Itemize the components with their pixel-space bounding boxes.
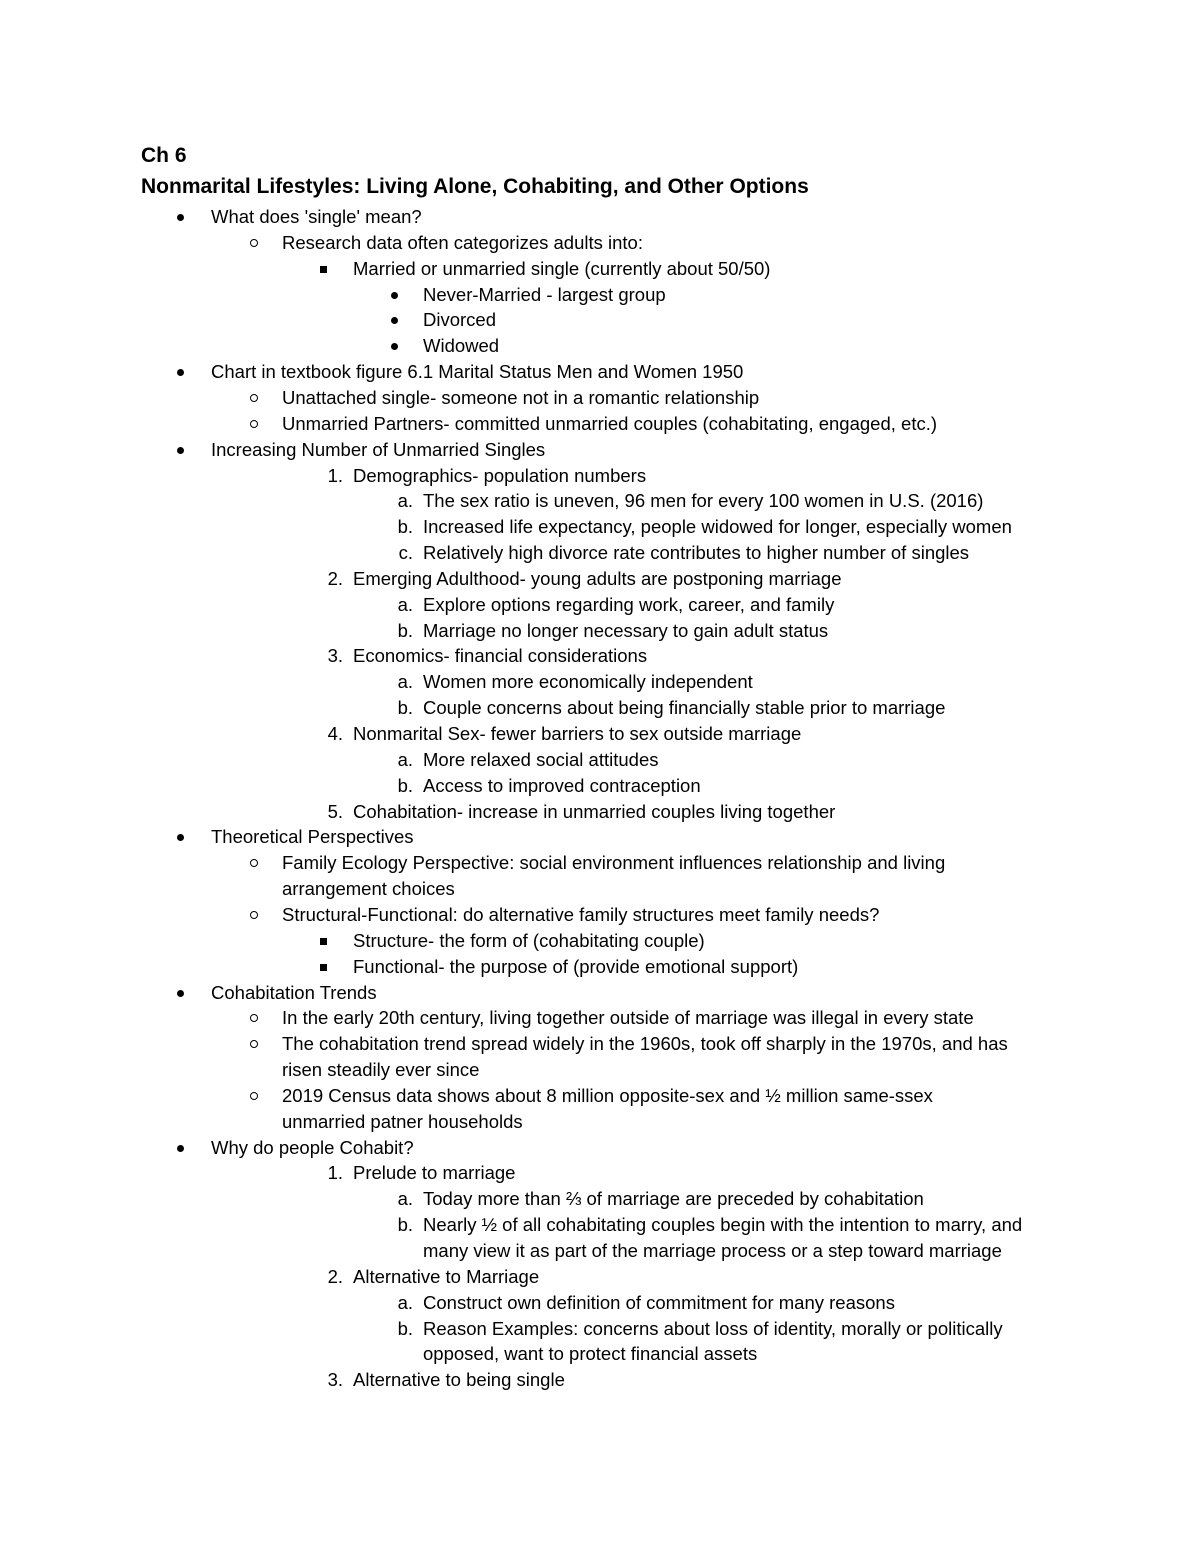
- outline-item-text: Alternative to Marriage: [353, 1265, 540, 1287]
- outline-item-text: Divorced: [423, 309, 496, 331]
- outline-item-text: The sex ratio is uneven, 96 men for every 100 women in U.S. (2016): [423, 490, 984, 512]
- outline-item: [0, 437, 1200, 463]
- chapter-title: Ch 6: [141, 144, 187, 167]
- bullet-icon: [177, 369, 184, 376]
- bullet-icon: [391, 317, 398, 324]
- outline-item: [0, 1367, 1200, 1393]
- outline-item-text: Reason Examples: concerns about loss of identity, morally or politically: [423, 1317, 1003, 1339]
- outline-item-text: Demographics- population numbers: [353, 464, 647, 486]
- hollow-bullet-icon: [250, 1014, 258, 1022]
- outline-item-text: 2019 Census data shows about 8 million opposite-sex and ½ million same-ssex: [282, 1084, 933, 1106]
- outline-item-text: Marriage no longer necessary to gain adult status: [423, 619, 829, 641]
- outline-item-text: risen steadily ever since: [282, 1059, 480, 1081]
- outline-item: [0, 1186, 1200, 1212]
- hollow-bullet-icon: [250, 420, 258, 428]
- outline-item: [0, 669, 1200, 695]
- outline-item-text: many view it as part of the marriage process or a step toward marriage: [423, 1240, 1002, 1261]
- outline-item-text: Widowed: [423, 335, 500, 357]
- outline-item-text: Theoretical Perspectives: [211, 826, 414, 848]
- list-marker: 1.: [327, 464, 343, 486]
- outline-item: [0, 592, 1200, 618]
- bullet-icon: [177, 214, 184, 221]
- outline-item-text: Structural-Functional: do alternative family structures meet family needs?: [282, 903, 880, 925]
- outline-item: [0, 824, 1200, 850]
- list-marker: 4.: [327, 723, 343, 744]
- hollow-bullet-icon: [250, 859, 258, 867]
- outline-item: [0, 1005, 1200, 1031]
- hollow-bullet-icon: [250, 911, 258, 919]
- outline-item-text: Alternative to being single: [353, 1369, 565, 1391]
- outline-item: [0, 799, 1200, 825]
- outline-item-text: Never-Married - largest group: [423, 283, 666, 305]
- bullet-icon: [177, 990, 184, 997]
- list-marker: a.: [397, 490, 413, 512]
- outline-item-text: Nearly ½ of all cohabitating couples begin with the intention to marry, and: [423, 1214, 1023, 1236]
- square-bullet-icon: [320, 964, 327, 971]
- outline-item: [0, 1031, 1200, 1057]
- outline-item: [0, 1316, 1200, 1342]
- chapter-subtitle: Nonmarital Lifestyles: Living Alone, Cohabiting, and Other Options: [141, 175, 809, 198]
- outline-item-text: Why do people Cohabit?: [211, 1136, 414, 1158]
- hollow-bullet-icon: [250, 1092, 258, 1100]
- outline-item: [0, 256, 1200, 282]
- outline-item: [0, 1238, 1200, 1264]
- list-marker: b.: [397, 774, 413, 796]
- outline-item: [0, 954, 1200, 980]
- outline-item-text: Couple concerns about being financially stable prior to marriage: [423, 697, 946, 719]
- list-marker: b.: [397, 619, 413, 641]
- outline-item: [0, 307, 1200, 333]
- outline-item: [0, 385, 1200, 411]
- outline-item: [0, 695, 1200, 721]
- outline-item-text: Chart in textbook figure 6.1 Marital Status Men and Women 1950: [211, 361, 744, 383]
- outline-item: [0, 618, 1200, 644]
- outline-item: [0, 204, 1200, 230]
- outline-item: [0, 643, 1200, 669]
- outline-item: [0, 282, 1200, 308]
- outline-item-text: Emerging Adulthood- young adults are postponing marriage: [353, 567, 842, 589]
- outline-item: [0, 1109, 1200, 1135]
- outline-item: [0, 333, 1200, 359]
- outline-item-text: Unattached single- someone not in a romantic relationship: [282, 386, 760, 408]
- outline-item: [0, 747, 1200, 773]
- bullet-icon: [177, 1145, 184, 1152]
- bullet-icon: [391, 292, 398, 299]
- square-bullet-icon: [320, 266, 327, 273]
- list-marker: a.: [397, 748, 413, 770]
- list-marker: c.: [398, 542, 413, 564]
- outline-item: [0, 850, 1200, 876]
- outline-item: [0, 928, 1200, 954]
- outline-item-text: Structure- the form of (cohabitating couple): [353, 929, 705, 951]
- outline-item-text: Today more than ⅔ of marriage are preceded by cohabitation: [423, 1188, 924, 1210]
- outline-item: [0, 1057, 1200, 1083]
- outline-item-text: Explore options regarding work, career, and family: [423, 593, 835, 615]
- list-marker: 5.: [327, 800, 343, 822]
- outline-item: [0, 773, 1200, 799]
- list-marker: b.: [397, 516, 413, 538]
- outline-item-text: Increasing Number of Unmarried Singles: [211, 438, 546, 460]
- outline-item-text: Family Ecology Perspective: social environment influences relationship and living: [282, 852, 946, 874]
- outline-item-text: unmarried patner households: [282, 1110, 523, 1132]
- outline-item: [0, 411, 1200, 437]
- outline-item-text: Prelude to marriage: [353, 1162, 516, 1184]
- outline-item-text: Women more economically independent: [423, 671, 753, 693]
- outline-item-text: The cohabitation trend spread widely in the 1960s, took off sharply in the 1970s, and has: [282, 1033, 1008, 1055]
- square-bullet-icon: [320, 938, 327, 945]
- list-marker: 2.: [327, 1265, 343, 1287]
- outline-item: [0, 488, 1200, 514]
- list-marker: b.: [397, 1317, 413, 1339]
- outline-item: [0, 566, 1200, 592]
- outline-item: [0, 1212, 1200, 1238]
- list-marker: 3.: [327, 1369, 343, 1391]
- hollow-bullet-icon: [250, 1040, 258, 1048]
- outline-item-text: Access to improved contraception: [423, 774, 701, 796]
- list-marker: b.: [397, 697, 413, 719]
- outline-item-text: Functional- the purpose of (provide emotional support): [353, 955, 799, 977]
- outline-item: [0, 514, 1200, 540]
- outline-item: [0, 1160, 1200, 1186]
- outline-item: [0, 1290, 1200, 1316]
- outline-item-text: Nonmarital Sex- fewer barriers to sex outside marriage: [353, 723, 802, 744]
- list-marker: a.: [397, 1291, 413, 1313]
- bullet-icon: [177, 834, 184, 841]
- outline-item: [0, 1264, 1200, 1290]
- outline-item-text: Married or unmarried single (currently about 50/50): [353, 257, 771, 279]
- hollow-bullet-icon: [250, 239, 258, 247]
- outline-item-text: Cohabitation Trends: [211, 981, 377, 1003]
- outline-item-text: In the early 20th century, living together outside of marriage was illegal in every state: [282, 1007, 974, 1029]
- outline-item: [0, 876, 1200, 902]
- list-marker: 2.: [327, 567, 343, 589]
- outline-item-text: Research data often categorizes adults into:: [282, 231, 643, 253]
- outline-item-text: Unmarried Partners- committed unmarried couples (cohabitating, engaged, etc.): [282, 412, 938, 434]
- bullet-icon: [391, 343, 398, 350]
- outline-item-text: Relatively high divorce rate contributes to higher number of singles: [423, 542, 970, 564]
- outline-item-text: Economics- financial considerations: [353, 645, 648, 667]
- outline-item: [0, 980, 1200, 1006]
- list-marker: a.: [397, 671, 413, 693]
- outline-item: [0, 721, 1200, 747]
- outline-item-text: More relaxed social attitudes: [423, 748, 659, 770]
- bullet-icon: [177, 447, 184, 454]
- outline-item: [0, 1341, 1200, 1367]
- outline-item: [0, 902, 1200, 928]
- outline-item-text: Construct own definition of commitment for many reasons: [423, 1291, 895, 1313]
- hollow-bullet-icon: [250, 394, 258, 402]
- outline-item: [0, 463, 1200, 489]
- list-marker: 3.: [327, 645, 343, 667]
- outline-item-text: Increased life expectancy, people widowed for longer, especially women: [423, 516, 1012, 538]
- outline-item: [0, 1135, 1200, 1161]
- list-marker: b.: [397, 1214, 413, 1236]
- outline-item: [0, 359, 1200, 385]
- outline-item: [0, 540, 1200, 566]
- outline-item-text: What does 'single' mean?: [211, 206, 422, 227]
- outline-item: [0, 230, 1200, 256]
- outline-item: [0, 1083, 1200, 1109]
- outline-item-text: arrangement choices: [282, 878, 455, 900]
- list-marker: a.: [397, 593, 413, 615]
- outline-item-text: opposed, want to protect financial assets: [423, 1343, 758, 1365]
- outline-item-text: Cohabitation- increase in unmarried couples living together: [353, 800, 836, 822]
- list-marker: a.: [397, 1188, 413, 1210]
- list-marker: 1.: [327, 1162, 343, 1184]
